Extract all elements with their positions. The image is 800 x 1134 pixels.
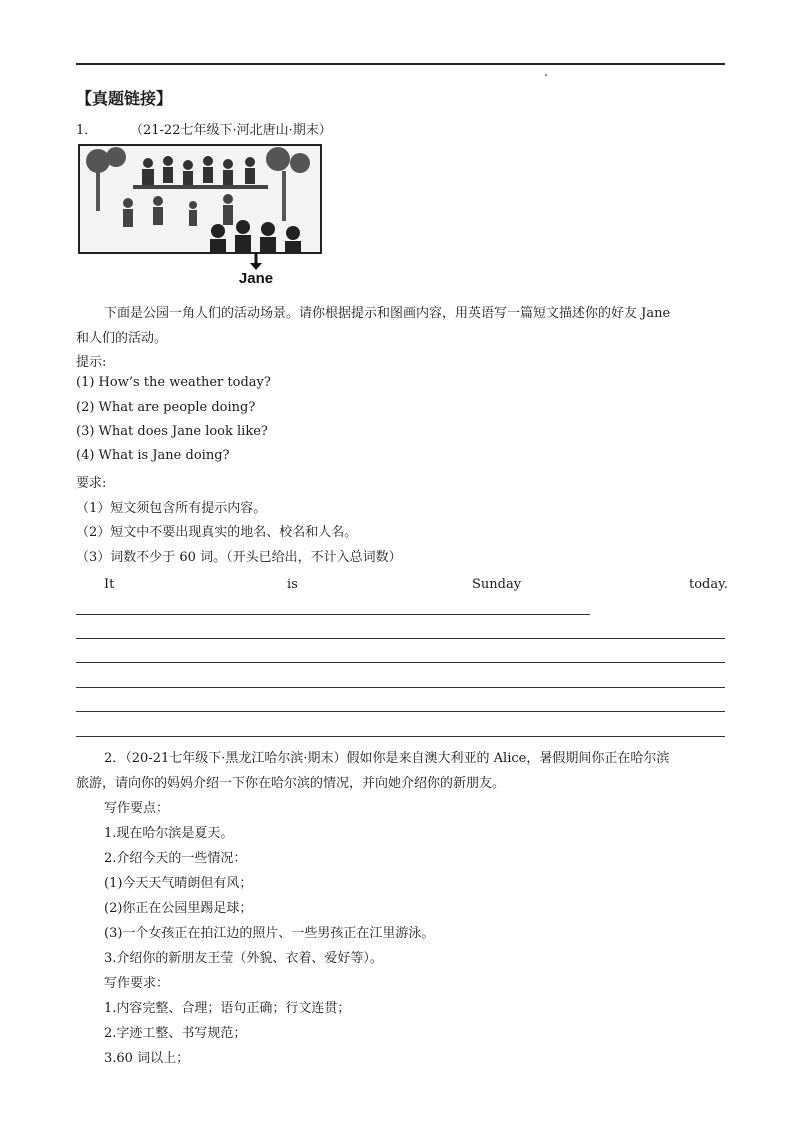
q2-intro-line-2: 旅游，请向你的妈妈介绍一下你在哈尔滨的情况，并向她介绍你的新朋友。 bbox=[76, 776, 506, 791]
opening-word: today. bbox=[689, 577, 728, 592]
q2-point: 2.介绍今天的一些情况： bbox=[104, 851, 247, 866]
q2-point: 1.现在哈尔滨是夏天。 bbox=[104, 826, 234, 841]
q1-hints-label: 提示: bbox=[76, 355, 107, 370]
answer-line[interactable] bbox=[76, 662, 725, 663]
answer-line[interactable] bbox=[76, 614, 590, 615]
q2-intro-line-1: 2．（20-21七年级下·黑龙江哈尔滨·期末）假如你是来自澳大利亚的 Alice，暑假期间你正在哈尔滨 bbox=[104, 751, 670, 766]
q2-point: (3)一个女孩正在拍江边的照片、一些男孩正在江里游泳。 bbox=[104, 926, 435, 941]
answer-line[interactable] bbox=[76, 736, 725, 737]
q2-point: (1)今天天气晴朗但有风； bbox=[104, 876, 253, 891]
q2-point: (2)你正在公园里踢足球； bbox=[104, 901, 253, 916]
opening-word: Sunday bbox=[472, 577, 522, 592]
q2-requirement: 1.内容完整、合理；语句正确；行文连贯； bbox=[104, 1001, 351, 1016]
park-scene-illustration bbox=[78, 141, 324, 291]
q2-points-label: 写作要点： bbox=[104, 801, 170, 816]
q1-requirements-label: 要求: bbox=[76, 476, 107, 491]
q1-hint: (1) How’s the weather today? bbox=[76, 375, 271, 390]
opening-word: is bbox=[287, 577, 298, 592]
q2-requirement: 3.60 词以上； bbox=[104, 1051, 190, 1066]
scan-speck bbox=[545, 74, 547, 76]
q1-hint: (4) What is Jane doing? bbox=[76, 448, 230, 463]
jane-label: Jane bbox=[238, 270, 274, 287]
q1-hint: (2) What are people doing? bbox=[76, 400, 256, 415]
answer-line[interactable] bbox=[76, 638, 725, 639]
q2-point: 3.介绍你的新朋友王莹（外貌、衣着、爱好等）。 bbox=[104, 951, 383, 966]
q1-instruction-line-1: 下面是公园一角人们的活动场景。请你根据提示和图画内容，用英语写一篇短文描述你的好友 Jane bbox=[104, 306, 671, 321]
q1-hint: (3) What does Jane look like? bbox=[76, 424, 268, 439]
question-1-number: 1． bbox=[76, 123, 98, 138]
q1-requirement: （2）短文中不要出现真实的地名、校名和人名。 bbox=[76, 525, 358, 540]
q1-requirement: （3）词数不少于 60 词。（开头已给出，不计入总词数） bbox=[76, 550, 402, 565]
answer-line[interactable] bbox=[76, 687, 725, 688]
q1-instruction-line-2: 和人们的活动。 bbox=[76, 331, 168, 346]
q1-requirement: （1）短文须包含所有提示内容。 bbox=[76, 501, 267, 516]
section-heading: 【真题链接】 bbox=[76, 89, 173, 108]
q2-requirements-label: 写作要求： bbox=[104, 976, 170, 991]
q2-requirement: 2.字迹工整、书写规范； bbox=[104, 1026, 247, 1041]
header-rule bbox=[76, 63, 725, 65]
answer-line[interactable] bbox=[76, 711, 725, 712]
opening-word: It bbox=[104, 577, 115, 592]
question-1-source: （21-22七年级下·河北唐山·期末） bbox=[130, 123, 332, 138]
